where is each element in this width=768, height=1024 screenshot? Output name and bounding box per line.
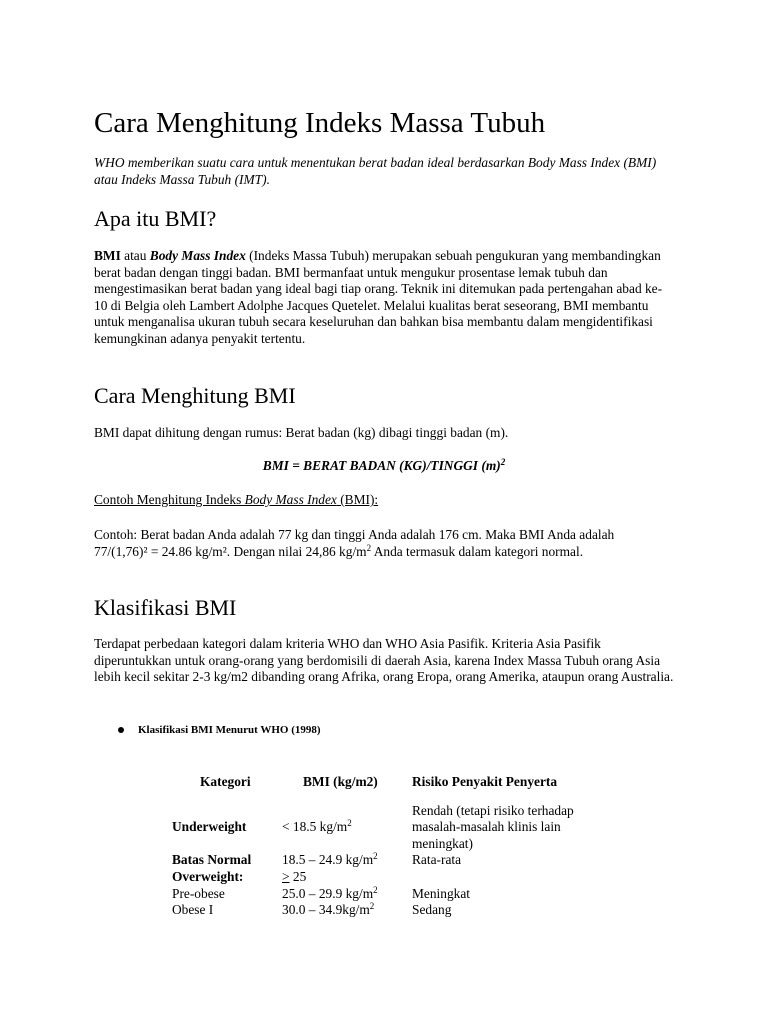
header-kategori: Kategori [200, 774, 251, 789]
cell-bmi-prefix: > [282, 868, 290, 884]
cell-risiko: Sedang [412, 902, 452, 918]
cell-kategori: Overweight: [172, 868, 244, 884]
table-row [172, 886, 597, 903]
table-header-row [172, 774, 597, 803]
cell-bmi [282, 852, 412, 869]
apa-itu-body: (Indeks Massa Tubuh) merupakan sebuah pengukuran yang membandingkan berat badan dengan tinggi badan. BMI bermanfaat untuk mengukur prosentase lemak tubuh dan mengestimasikan berat badan yang ideal bagi tiap orang. Teknik ini ditemukan pada pertengahan abad ke-10 di Belgia oleh Lambert Adolphe Jacques Quetelet. Melalui kualitas berat seseorang, BMI membantu untuk menganalisa ukuran tubuh secara keseluruhan dan bahkan bisa membantu dalam mengidentifikasi kemungkinan adanya penyakit tertentu. [94, 248, 663, 346]
cell-bmi-value: 25 [289, 868, 307, 884]
table-row [172, 803, 597, 853]
klasifikasi-paragraph: Terdapat perbedaan kategori dalam kriteria WHO dan WHO Asia Pasifik. Kriteria Asia Pasifik diperuntukkan untuk orang-orang yang berdomisili di daerah Asia, karena Index Massa Tubuh orang Asia lebih kecil sekitar 2-3 kg/m2 dibanding orang Afrika, orang Eropa, orang Amerika, ataupun orang Australia. [94, 636, 674, 685]
cell-bmi [282, 803, 412, 853]
header-risiko: Risiko Penyakit Penyerta [412, 774, 558, 789]
cell-kategori: Pre-obese [172, 885, 225, 901]
cell-kategori: Batas Normal [172, 852, 252, 868]
heading-apa-itu-bmi: Apa itu BMI? [94, 206, 217, 231]
header-bmi: BMI (kg/m2) [303, 774, 378, 789]
apa-itu-paragraph [94, 248, 674, 348]
cell-bmi-value: 25.0 – 29.9 kg/m [282, 885, 374, 901]
contoh-superscript: 2 [366, 542, 372, 553]
cell-bmi-value: 18.5 – 24.9 kg/m [282, 852, 374, 868]
contoh-end: Anda termasuk dalam kategori normal. [371, 543, 584, 559]
table-row [172, 852, 597, 869]
intro-paragraph: WHO memberikan suatu cara untuk menentukan berat badan ideal berdasarkan Body Mass Index (BMI) atau Indeks Massa Tubuh (IMT). [94, 155, 657, 187]
contoh-label-c: (BMI): [336, 492, 379, 507]
contoh-label-a: Contoh Menghitung Indeks [94, 492, 245, 507]
bullet-icon [118, 727, 124, 733]
heading-klasifikasi: Klasifikasi BMI [94, 595, 237, 620]
cell-bmi [282, 902, 412, 919]
formula-text: BMI = BERAT BADAN (KG)/TINGGI (m) [262, 458, 501, 473]
contoh-paragraph [94, 527, 669, 560]
formula-superscript: 2 [500, 457, 506, 467]
table-row [172, 869, 597, 886]
cell-risiko: Rata-rata [412, 852, 462, 868]
cell-bmi [282, 869, 412, 886]
cell-bmi [282, 886, 412, 903]
cell-bmi-sup: 2 [369, 901, 375, 912]
heading-cara-menghitung: Cara Menghitung BMI [94, 383, 296, 408]
cell-risiko: Rendah (tetapi risiko terhadap masalah-masalah klinis lain meningkat) [412, 802, 574, 851]
bullet-who-1998: Klasifikasi BMI Menurut WHO (1998) [138, 724, 321, 736]
cell-bmi-sup: 2 [373, 884, 378, 895]
cell-bmi-value: 30.0 – 34.9kg/m [282, 902, 370, 918]
term-bmi: BMI [94, 248, 121, 263]
cell-bmi-value: < 18.5 kg/m [282, 819, 348, 835]
contoh-label-b: Body Mass Index [244, 492, 337, 507]
term-connector: atau [120, 248, 150, 263]
cell-kategori: Obese I [172, 902, 214, 918]
cell-bmi-sup: 2 [347, 818, 352, 829]
bmi-formula [94, 458, 674, 475]
cell-bmi-sup: 2 [373, 851, 378, 862]
contoh-text: Contoh: Berat badan Anda adalah 77 kg dan tinggi Anda adalah 176 cm. Maka BMI Anda adalah 77/(1,76)² = 24.86 kg/m². Dengan nilai 24,86 kg/m [94, 527, 615, 559]
table-row [172, 902, 597, 919]
term-body-mass-index: Body Mass Index [149, 248, 246, 263]
cell-risiko [412, 869, 597, 886]
cell-kategori: Underweight [172, 819, 247, 835]
who-classification-table [172, 774, 597, 919]
cell-risiko: Meningkat [412, 885, 471, 901]
page-title: Cara Menghitung Indeks Massa Tubuh [94, 107, 546, 139]
formula-intro: BMI dapat dihitung dengan rumus: Berat badan (kg) dibagi tinggi badan (m). [94, 425, 509, 440]
contoh-label [94, 492, 674, 509]
